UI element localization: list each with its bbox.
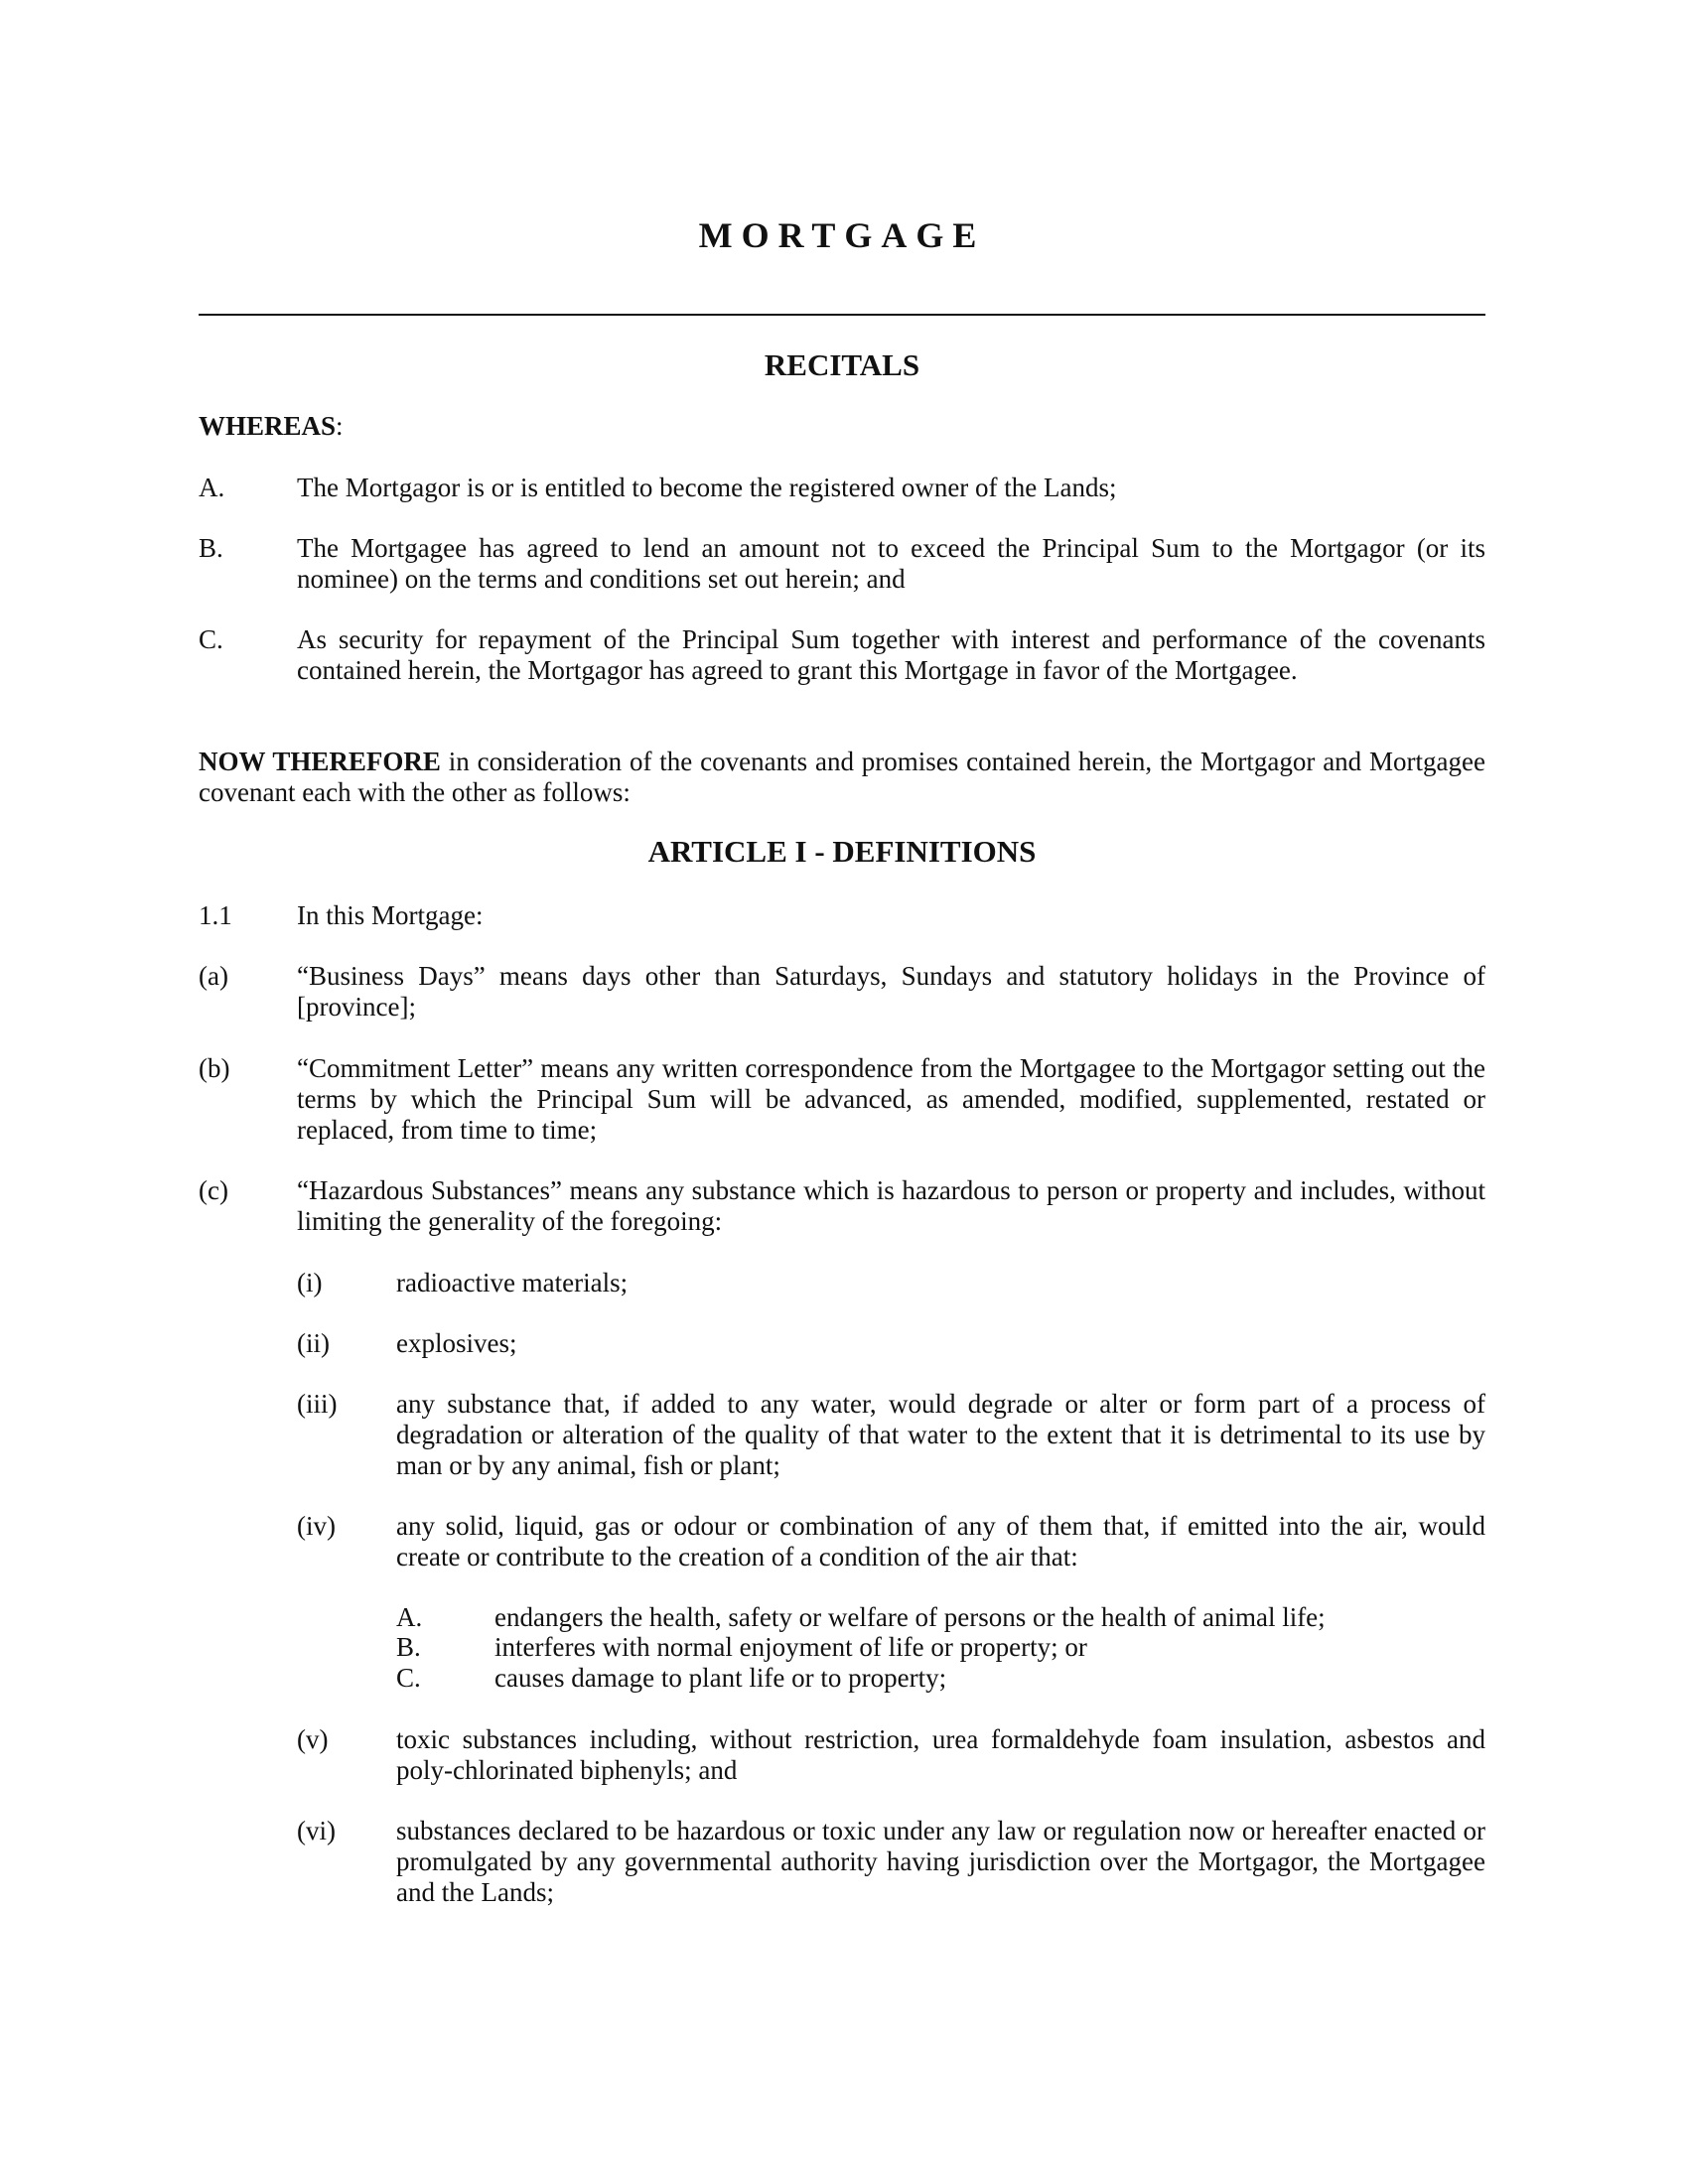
definition-text: “Hazardous Substances” means any substance which is hazardous to person or property and includes, without limiting the generality of the foregoing: [297,1175,1485,1236]
item-text: substances declared to be hazardous or toxic under any law or regulation now or hereafter enacted or promulgated by any governmental authority having jurisdiction over the Mortgagor, the Mortgagee and the Lands; [396,1816,1485,1907]
definition-label: (a) [199,961,228,991]
item-label: (iii) [297,1389,338,1419]
definition-text: “Business Days” means days other than Saturdays, Sundays and statutory holidays in the Province of [province]; [297,961,1485,1022]
article-1-heading: ARTICLE I - DEFINITIONS [647,834,1037,869]
item-text: any solid, liquid, gas or odour or combination of any of them that, if emitted into the air, would create or contribute to the creation of a condition of the air that: [396,1511,1485,1571]
whereas-line [199,411,1485,442]
now-therefore-paragraph [199,747,1485,808]
recital-label: C. [199,624,223,654]
definition-label: (c) [199,1175,228,1205]
recital-label: A. [199,473,225,502]
recital-text: As security for repayment of the Principal Sum together with interest and performance of the covenants contained herein, the Mortgagor has agreed to grant this Mortgage in favor of the Mortgagee. [297,624,1485,685]
now-therefore-keyword: NOW THEREFORE [199,747,441,776]
definition-text: “Commitment Letter” means any written correspondence from the Mortgagee to the Mortgagor setting out the terms by which the Principal Sum will be advanced, as amended, modified, supplemented, restated or replaced, from time to time; [297,1053,1485,1145]
whereas-colon: : [336,411,344,441]
title-divider [199,314,1485,316]
recital-text: The Mortgagee has agreed to lend an amount not to exceed the Principal Sum to the Mortgagor (or its nominee) on the terms and conditions set out herein; and [297,533,1485,594]
section-text: In this Mortgage: [297,900,484,930]
sub-item-text: endangers the health, safety or welfare of persons or the health of animal life; [494,1602,1326,1632]
whereas-keyword: WHEREAS [199,411,337,441]
sub-item-label: C. [396,1663,421,1693]
item-label: (v) [297,1724,329,1754]
item-label: (ii) [297,1328,330,1358]
item-label: (i) [297,1268,323,1297]
recitals-heading: RECITALS [764,347,920,382]
recital-text: The Mortgagor is or is entitled to become the registered owner of the Lands; [297,473,1117,502]
definition-label: (b) [199,1053,230,1083]
item-label: (iv) [297,1511,336,1541]
section-label: 1.1 [199,900,232,930]
document-title: MORTGAGE [698,215,986,255]
recital-label: B. [199,533,223,563]
item-text: any substance that, if added to any water, would degrade or alter or form part of a process of degradation or alteration of the quality of that water to the extent that it is detrimental to its use by man or by any animal, fish or plant; [396,1389,1485,1480]
sub-item-label: B. [396,1632,421,1662]
sub-item-text: causes damage to plant life or to property; [494,1663,947,1693]
item-text: toxic substances including, without restriction, urea formaldehyde foam insulation, asbestos and poly-chlorinated biphenyls; and [396,1724,1485,1785]
item-text: explosives; [396,1328,517,1358]
item-text: radioactive materials; [396,1268,629,1297]
now-therefore-text: in consideration of the covenants and promises contained herein, the Mortgagor and Mortgagee covenant each with the other as follows: [199,747,1485,807]
sub-item-text: interferes with normal enjoyment of life or property; or [494,1632,1087,1662]
sub-item-label: A. [396,1602,423,1632]
item-label: (vi) [297,1816,336,1845]
